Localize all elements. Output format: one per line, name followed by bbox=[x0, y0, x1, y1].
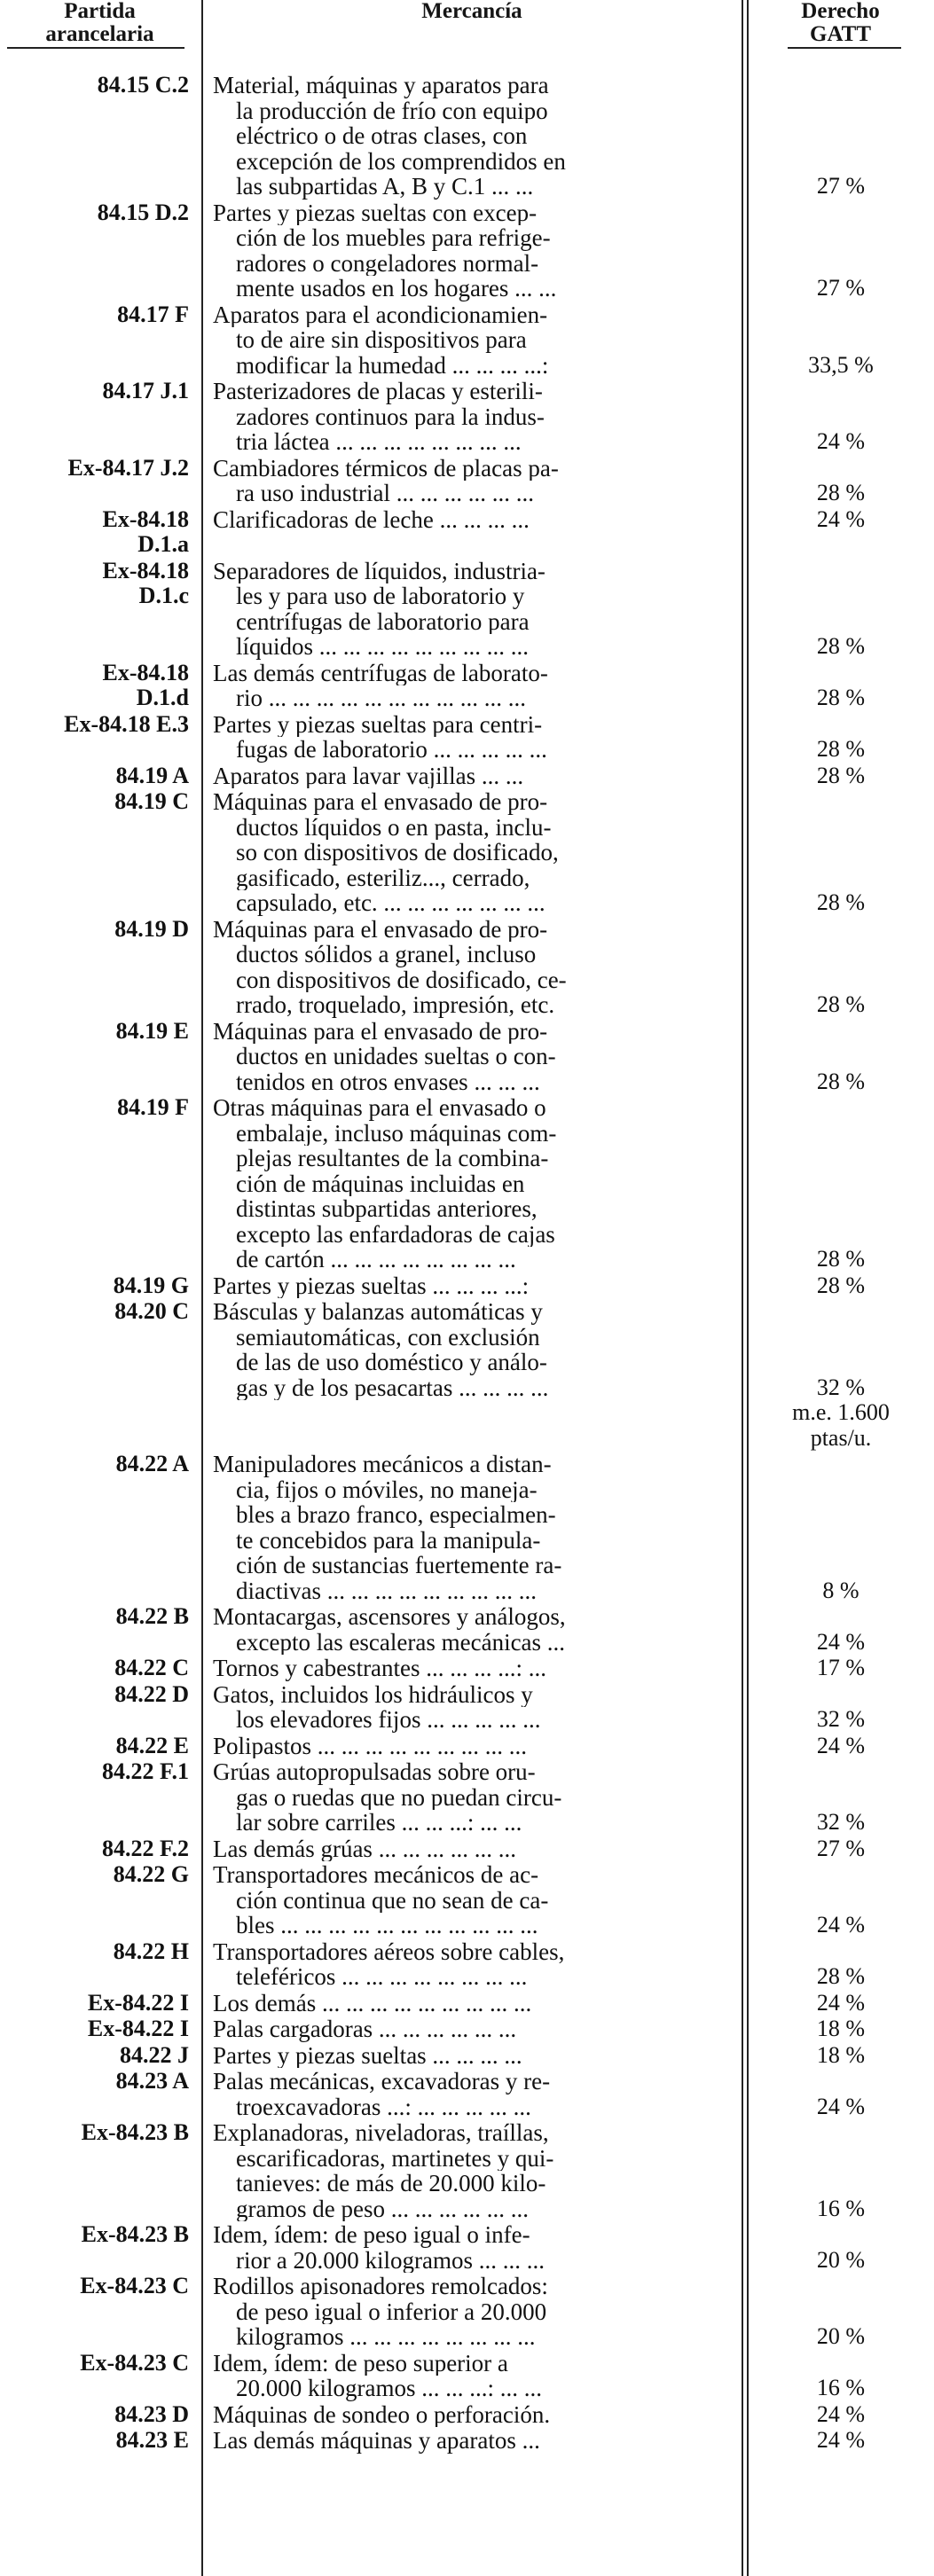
goods-description bbox=[213, 200, 732, 301]
description-line: lar sobre carriles ... ... ...: ... ... bbox=[236, 1810, 522, 1836]
description-line: las subpartidas A, B y C.1 ... ... bbox=[236, 174, 534, 200]
gatt-duty-rate: 28 % bbox=[816, 685, 866, 710]
goods-description bbox=[213, 379, 732, 455]
description-line: Transportadores aéreos sobre cables, bbox=[213, 1938, 565, 1964]
description-line: Aparatos para el acondicionamien- bbox=[213, 301, 548, 327]
tariff-code: Ex-84.17 J.2 bbox=[67, 454, 189, 481]
description-line: Partes y piezas sueltas ... ... ... ... bbox=[213, 2042, 522, 2068]
description-line: Los demás ... ... ... ... ... ... ... ... ... bbox=[213, 1990, 532, 2016]
goods-description bbox=[213, 2428, 732, 2454]
goods-description bbox=[213, 1759, 732, 1836]
description-line: troexcavadoras ...: ... ... ... ... ... bbox=[236, 2094, 531, 2119]
goods-description bbox=[213, 2043, 732, 2069]
goods-description bbox=[213, 1862, 732, 1938]
description-line: gas y de los pesacartas ... ... ... ... bbox=[236, 1374, 549, 1400]
description-line: Palas mecánicas, excavadoras y re- bbox=[213, 2069, 551, 2094]
gatt-duty-rate: 16 % bbox=[816, 2195, 866, 2221]
tariff-code: 84.23 D bbox=[114, 2400, 189, 2427]
tariff-code: 84.15 C.2 bbox=[97, 72, 189, 98]
description-line: excepción de los comprendidos en bbox=[236, 148, 566, 174]
header-code-line-2: arancelaria bbox=[45, 22, 154, 46]
gatt-duty-rate: 18 % bbox=[816, 2041, 866, 2068]
description-line: Las demás grúas ... ... ... ... ... ... bbox=[213, 1836, 516, 1861]
description-line: plejas resultantes de la combina- bbox=[236, 1146, 549, 1171]
goods-description bbox=[213, 2402, 732, 2428]
description-line: bles a brazo franco, especialmen- bbox=[236, 1502, 556, 1528]
gatt-duty-rate: 24 % bbox=[816, 1628, 866, 1655]
tariff-code: 84.22 D bbox=[114, 1680, 189, 1707]
tariff-code: Ex-84.23 B bbox=[81, 2221, 189, 2247]
goods-description bbox=[213, 1682, 732, 1733]
gatt-duty-rate: 24 % bbox=[816, 1912, 866, 1938]
description-line: rio ... ... ... ... ... ... ... ... ... ... ... bbox=[236, 685, 526, 711]
goods-description bbox=[213, 1656, 732, 1681]
tariff-code: 84.22 F.1 bbox=[102, 1758, 189, 1784]
description-line: ductos líquidos o en pasta, inclu- bbox=[236, 814, 552, 840]
description-line: Rodillos apisonadores remolcados: bbox=[213, 2274, 548, 2299]
goods-description bbox=[213, 1939, 732, 1990]
description-line: Clarificadoras de leche ... ... ... ... bbox=[213, 506, 530, 532]
goods-description bbox=[213, 2351, 732, 2401]
description-line: ción continua que no sean de ca- bbox=[236, 1887, 549, 1913]
tariff-code: Ex-84.18 D.1.d bbox=[102, 659, 189, 710]
gatt-duty-rate: 28 % bbox=[816, 991, 866, 1017]
header-description bbox=[206, 0, 738, 23]
column-divider-right-a bbox=[742, 0, 743, 2576]
tariff-code: 84.22 F.2 bbox=[102, 1835, 189, 1861]
header-rate-underline bbox=[788, 47, 901, 49]
description-line: excepto las escaleras mecánicas ... bbox=[236, 1629, 566, 1655]
tariff-code: Ex-84.18 D.1.c bbox=[102, 557, 189, 608]
goods-description bbox=[213, 2069, 732, 2119]
tariff-code: 84.19 E bbox=[115, 1017, 189, 1044]
gatt-duty-rate: 28 % bbox=[816, 762, 866, 788]
header-rate bbox=[747, 0, 934, 46]
description-line: Polipastos ... ... ... ... ... ... ... ... ... bbox=[213, 1733, 528, 1758]
description-line: Gatos, incluidos los hidráulicos y bbox=[213, 1681, 533, 1707]
tariff-code: Ex-84.22 I bbox=[87, 2016, 189, 2041]
description-line: rrado, troquelado, impresión, etc. bbox=[236, 992, 555, 1018]
description-line: te concebidos para la manipula- bbox=[236, 1527, 541, 1553]
description-line: Máquinas de sondeo o perforación. bbox=[213, 2401, 551, 2427]
header-description-label: Mercancía bbox=[421, 0, 522, 23]
goods-description bbox=[213, 1299, 732, 1400]
description-line: Material, máquinas y aparatos para bbox=[213, 73, 549, 98]
tariff-code: 84.19 G bbox=[113, 1272, 189, 1298]
goods-description bbox=[213, 507, 732, 533]
gatt-duty-rate: 28 % bbox=[816, 1272, 866, 1298]
description-line: la producción de frío con equipo bbox=[236, 98, 548, 123]
gatt-duty-rate: 24 % bbox=[816, 2093, 866, 2119]
description-line: Máquinas para el envasado de pro- bbox=[213, 916, 548, 942]
goods-description bbox=[213, 789, 732, 916]
description-line: centrífugas de laboratorio para bbox=[236, 608, 530, 634]
tariff-code: Ex-84.18 E.3 bbox=[64, 710, 189, 737]
description-line: gramos de peso ... ... ... ... ... ... bbox=[236, 2196, 529, 2221]
description-line: eléctrico o de otras clases, con bbox=[236, 123, 528, 149]
header-code-underline bbox=[7, 47, 184, 49]
tariff-code: 84.22 H bbox=[113, 1938, 189, 1964]
tariff-code: 84.19 F bbox=[117, 1094, 189, 1120]
tariff-code: Ex-84.23 B bbox=[81, 2119, 189, 2145]
gatt-duty-rate: 33,5 % bbox=[808, 351, 874, 378]
header-code bbox=[0, 0, 200, 46]
gatt-duty-rate: 32 % bbox=[816, 1809, 866, 1835]
gatt-duty-rate: 17 % bbox=[816, 1655, 866, 1680]
goods-description bbox=[213, 1019, 732, 1095]
gatt-duty-rate: 24 % bbox=[816, 1732, 866, 1758]
description-line: Máquinas para el envasado de pro- bbox=[213, 1018, 548, 1044]
description-line: Partes y piezas sueltas ... ... ... ...: bbox=[213, 1272, 530, 1298]
gatt-duty-rate: 28 % bbox=[816, 1963, 866, 1989]
description-line: Separadores de líquidos, industria- bbox=[213, 558, 545, 583]
goods-description bbox=[213, 712, 732, 763]
description-line: con dispositivos de dosificado, ce- bbox=[236, 967, 567, 992]
gatt-duty-rate: 32 % m.e. 1.600 ptas/u. bbox=[792, 1374, 890, 1451]
goods-description bbox=[213, 1991, 732, 2016]
gatt-duty-rate: 28 % bbox=[816, 889, 866, 915]
description-line: tenidos en otros envases ... ... ... bbox=[236, 1069, 540, 1094]
gatt-duty-rate: 28 % bbox=[816, 1246, 866, 1272]
goods-description bbox=[213, 1734, 732, 1759]
description-line: Idem, ídem: de peso igual o infe- bbox=[213, 2222, 530, 2248]
description-line: Las demás centrífugas de laborato- bbox=[213, 660, 548, 685]
goods-description bbox=[213, 456, 732, 506]
tariff-code: 84.22 C bbox=[114, 1655, 189, 1680]
gatt-duty-rate: 24 % bbox=[816, 2400, 866, 2427]
description-line: kilogramos ... ... ... ... ... ... ... ... bbox=[236, 2324, 536, 2350]
description-line: capsulado, etc. ... ... ... ... ... ... ... bbox=[236, 890, 545, 916]
description-line: diactivas ... ... ... ... ... ... ... ... ... bbox=[236, 1578, 537, 1603]
goods-description bbox=[213, 1836, 732, 1862]
gatt-duty-rate: 20 % bbox=[816, 2323, 866, 2349]
table-header bbox=[0, 0, 934, 73]
gatt-duty-rate: 24 % bbox=[816, 505, 866, 532]
description-line: Cambiadores térmicos de placas pa- bbox=[213, 455, 559, 481]
description-line: tria láctea ... ... ... ... ... ... ... ... bbox=[236, 429, 522, 455]
gatt-duty-rate: 28 % bbox=[816, 736, 866, 762]
goods-description bbox=[213, 1452, 732, 1603]
gatt-duty-rate: 27 % bbox=[816, 1835, 866, 1861]
description-line: embalaje, incluso máquinas com- bbox=[236, 1120, 557, 1146]
description-line: Máquinas para el envasado de pro- bbox=[213, 789, 548, 815]
gatt-duty-rate: 20 % bbox=[816, 2246, 866, 2273]
tariff-code: Ex-84.23 C bbox=[80, 2273, 189, 2298]
tariff-code: 84.22 G bbox=[113, 1861, 189, 1887]
gatt-duty-rate: 32 % bbox=[816, 1706, 866, 1732]
goods-description bbox=[213, 917, 732, 1018]
description-line: de peso igual o inferior a 20.000 bbox=[236, 2298, 547, 2324]
description-line: radores o congeladores normal- bbox=[236, 250, 539, 276]
description-line: escarificadoras, martinetes y qui- bbox=[236, 2145, 554, 2171]
gatt-duty-rate: 24 % bbox=[816, 2427, 866, 2453]
description-line: excepto las enfardadoras de cajas bbox=[236, 1221, 555, 1247]
gatt-duty-rate: 27 % bbox=[816, 275, 866, 301]
description-line: gasificado, esteriliz..., cerrado, bbox=[236, 865, 530, 890]
description-line: cia, fijos o móviles, no maneja- bbox=[236, 1476, 538, 1502]
description-line: Pasterizadores de placas y esterili- bbox=[213, 379, 543, 404]
description-line: modificar la humedad ... ... ... ...: bbox=[236, 352, 549, 378]
description-line: Partes y piezas sueltas con excep- bbox=[213, 200, 538, 225]
goods-description bbox=[213, 661, 732, 711]
description-line: distintas subpartidas anteriores, bbox=[236, 1196, 538, 1222]
goods-description bbox=[213, 559, 732, 660]
description-line: Grúas autopropulsadas sobre oru- bbox=[213, 1759, 536, 1785]
tariff-code: Ex-84.23 C bbox=[80, 2349, 189, 2376]
tariff-code: 84.22 A bbox=[115, 1451, 189, 1476]
description-line: rior a 20.000 kilogramos ... ... ... bbox=[236, 2247, 545, 2273]
goods-description bbox=[213, 1095, 732, 1272]
column-divider-right-b bbox=[747, 0, 749, 2576]
tariff-code: 84.17 F bbox=[117, 301, 189, 327]
header-rate-line-2: GATT bbox=[810, 22, 871, 46]
tariff-code: 84.19 D bbox=[114, 915, 189, 942]
description-line: Otras máquinas para el envasado o bbox=[213, 1095, 546, 1121]
description-line: Montacargas, ascensores y análogos, bbox=[213, 1604, 566, 1630]
gatt-duty-rate: 8 % bbox=[822, 1577, 859, 1603]
description-line: Transportadores mecánicos de ac- bbox=[213, 1862, 539, 1888]
tariff-code: 84.23 E bbox=[115, 2427, 189, 2453]
description-line: de cartón ... ... ... ... ... ... ... ... bbox=[236, 1247, 516, 1272]
gatt-duty-rate: 27 % bbox=[816, 173, 866, 199]
description-line: Palas cargadoras ... ... ... ... ... ... bbox=[213, 2016, 517, 2042]
description-line: les y para uso de laboratorio y bbox=[236, 583, 525, 609]
gatt-duty-rate: 28 % bbox=[816, 1068, 866, 1094]
goods-description bbox=[213, 2274, 732, 2350]
description-line: de las de uso doméstico y análo- bbox=[236, 1350, 547, 1375]
gatt-duty-rate: 24 % bbox=[816, 1989, 866, 2016]
description-line: Partes y piezas sueltas para centri- bbox=[213, 711, 543, 737]
tariff-code: 84.15 D.2 bbox=[97, 199, 189, 225]
description-line: ductos en unidades sueltas o con- bbox=[236, 1044, 556, 1069]
description-line: líquidos ... ... ... ... ... ... ... ... ... bbox=[236, 634, 530, 660]
description-line: Manipuladores mecánicos a distan- bbox=[213, 1452, 552, 1477]
goods-description bbox=[213, 2120, 732, 2221]
tariff-code: 84.22 J bbox=[120, 2041, 189, 2068]
description-line: Básculas y balanzas automáticas y bbox=[213, 1299, 543, 1325]
description-line: ción de los muebles para refrige- bbox=[236, 225, 551, 251]
description-line: Idem, ídem: de peso superior a bbox=[213, 2350, 508, 2376]
goods-description bbox=[213, 2016, 732, 2042]
description-line: ra uso industrial ... ... ... ... ... ... bbox=[236, 481, 534, 506]
description-line: ción de máquinas incluidas en bbox=[236, 1171, 525, 1196]
gatt-duty-rate: 18 % bbox=[816, 2016, 866, 2041]
description-line: Tornos y cabestrantes ... ... ... ...: ... bbox=[213, 1656, 547, 1681]
tariff-code: Ex-84.22 I bbox=[87, 1989, 189, 2016]
description-line: Las demás máquinas y aparatos ... bbox=[213, 2428, 540, 2454]
column-divider-left bbox=[201, 0, 203, 2576]
tariff-code: Ex-84.18 D.1.a bbox=[102, 505, 189, 557]
description-line: 20.000 kilogramos ... ... ...: ... ... bbox=[236, 2376, 542, 2401]
description-line: tanieves: de más de 20.000 kilo- bbox=[236, 2171, 546, 2196]
description-line: semiautomáticas, con exclusión bbox=[236, 1324, 540, 1350]
description-line: Explanadoras, niveladoras, traíllas, bbox=[213, 2120, 549, 2146]
tariff-code: 84.22 E bbox=[115, 1732, 189, 1758]
description-line: to de aire sin dispositivos para bbox=[236, 327, 527, 353]
description-line: mente usados en los hogares ... ... bbox=[236, 276, 557, 301]
goods-description bbox=[213, 73, 732, 200]
tariff-code: 84.17 J.1 bbox=[102, 378, 189, 403]
gatt-duty-rate: 16 % bbox=[816, 2375, 866, 2400]
description-line: ductos sólidos a granel, incluso bbox=[236, 942, 537, 967]
tariff-code: 84.19 C bbox=[114, 788, 189, 814]
description-line: gas o ruedas que no puedan circu- bbox=[236, 1784, 562, 1810]
goods-description bbox=[213, 763, 732, 789]
description-line: los elevadores fijos ... ... ... ... ... bbox=[236, 1707, 541, 1733]
goods-description bbox=[213, 2222, 732, 2273]
goods-description bbox=[213, 1604, 732, 1655]
header-code-line-1: Partida bbox=[64, 0, 136, 23]
description-line: zadores continuos para la indus- bbox=[236, 403, 545, 429]
description-line: teleféricos ... ... ... ... ... ... ... ... bbox=[236, 1964, 528, 1990]
tariff-code: 84.20 C bbox=[114, 1298, 189, 1324]
gatt-duty-rate: 28 % bbox=[816, 480, 866, 505]
description-line: fugas de laboratorio ... ... ... ... ... bbox=[236, 737, 547, 763]
description-line: bles ... ... ... ... ... ... ... ... ... ... ... bbox=[236, 1913, 538, 1938]
header-rate-line-1: Derecho bbox=[801, 0, 880, 23]
description-line: so con dispositivos de dosificado, bbox=[236, 840, 559, 865]
tariff-code: 84.22 B bbox=[115, 1603, 189, 1629]
tariff-code: 84.23 A bbox=[115, 2068, 189, 2094]
description-line: Aparatos para lavar vajillas ... ... bbox=[213, 763, 524, 788]
goods-description bbox=[213, 1273, 732, 1299]
gatt-duty-rate: 24 % bbox=[816, 428, 866, 454]
tariff-code: 84.19 A bbox=[115, 762, 189, 788]
goods-description bbox=[213, 302, 732, 379]
gatt-duty-rate: 28 % bbox=[816, 633, 866, 659]
description-line: ción de sustancias fuertemente ra- bbox=[236, 1553, 562, 1578]
